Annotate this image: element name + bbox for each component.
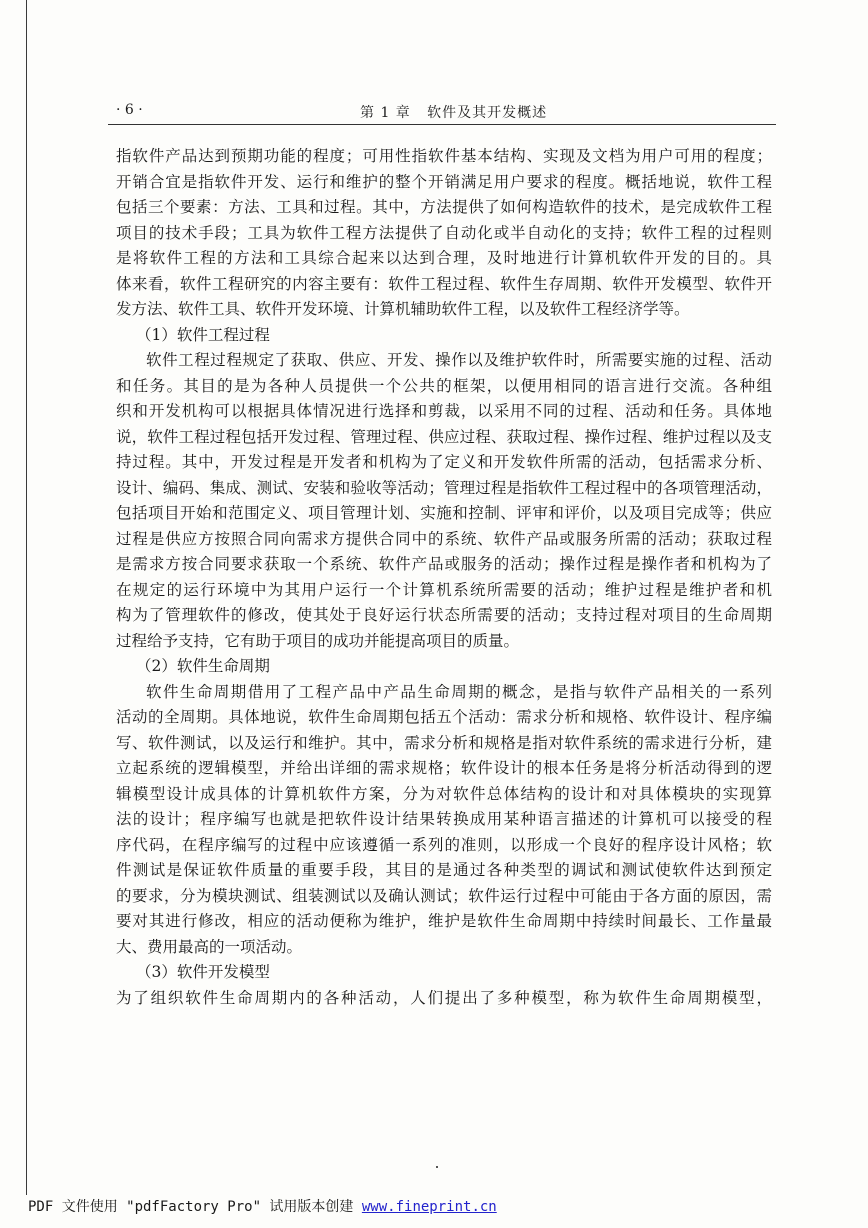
page-number: · 6 · xyxy=(116,102,143,118)
text-line: 是需求方按合同要求获取一个系统、软件产品或服务的活动；操作过程是操作者和机构为了 xyxy=(116,555,772,573)
section-heading: （1）软件工程过程 xyxy=(136,325,270,344)
text-line: 件测试是保证软件质量的重要手段，其目的是通过各种类型的调试和测试使软件达到预定 xyxy=(116,861,772,879)
text-line: 持过程。其中，开发过程是开发者和机构为了定义和开发软件所需的活动，包括需求分析、 xyxy=(116,453,772,471)
text-line: 在规定的运行环境中为其用户运行一个计算机系统所需要的活动；维护过程是维护者和机 xyxy=(116,580,772,599)
text-line: 包括项目开始和范围定义、项目管理计划、实施和控制、评审和评价，以及项目完成等；供应 xyxy=(116,504,772,522)
text-line: 发方法、软件工具、软件开发环境、计算机辅助软件工程，以及软件工程经济学等。 xyxy=(116,300,690,318)
text-line: 要对其进行修改，相应的活动便称为维护，维护是软件生命周期中持续时间最长、工作量最 xyxy=(116,912,772,930)
text-line: 设计、编码、集成、测试、安装和验收等活动；管理过程是指软件工程过程中的各项管理活动， xyxy=(116,478,772,497)
footer-link[interactable]: www.fineprint.cn xyxy=(361,1199,497,1215)
text-line: 过程是供应方按照合同向需求方提供合同中的系统、软件产品或服务所需的活动；获取过程 xyxy=(116,529,772,548)
text-line: 软件生命周期借用了工程产品中产品生命周期的概念，是指与软件产品相关的一系列 xyxy=(146,682,772,701)
section-heading: （2）软件生命周期 xyxy=(136,657,270,675)
text-line: 立起系统的逻辑模型，并给出详细的需求规格；软件设计的根本任务是将分析活动得到的逻 xyxy=(116,759,772,777)
text-line: 指软件产品达到预期功能的程度；可用性指软件基本结构、实现及文档为用户可用的程度； xyxy=(116,147,772,165)
text-line: 织和开发机构可以根据具体情况进行选择和剪裁，以采用不同的过程、活动和任务。具体地 xyxy=(116,402,772,420)
text-line: 构为了管理软件的修改，使其处于良好运行状态所需要的活动；支持过程对项目的生命周期 xyxy=(116,606,772,624)
chapter-title: 第 1 章 软件及其开发概述 xyxy=(360,105,548,121)
text-line: 序代码，在程序编写的过程中应该遵循一系列的准则，以形成一个良好的程序设计风格；软 xyxy=(116,835,772,854)
text-line: 为了组织软件生命周期内的各种活动，人们提出了多种模型，称为软件生命周期模型， xyxy=(116,988,772,1007)
text-line: 和任务。其目的是为各种人员提供一个公共的框架，以便用相同的语言进行交流。各种组 xyxy=(116,376,772,395)
text-line: 体来看，软件工程研究的内容主要有：软件工程过程、软件生存周期、软件开发模型、软件开 xyxy=(116,274,772,293)
pdf-footer xyxy=(28,1196,497,1216)
text-line: 活动的全周期。具体地说，软件生命周期包括五个活动：需求分析和规格、软件设计、程序编 xyxy=(116,708,772,726)
running-header xyxy=(108,98,776,125)
text-line: 写、软件测试，以及运行和维护。其中，需求分析和规格是指对软件系统的需求进行分析，建 xyxy=(116,733,772,752)
text-line: 项目的技术手段；工具为软件工程方法提供了自动化或半自动化的支持；软件工程的过程则 xyxy=(116,223,772,242)
text-line: 过程给予支持，它有助于项目的成功并能提高项目的质量。 xyxy=(116,631,520,650)
body-text xyxy=(116,144,772,1011)
section-heading: （3）软件开发模型 xyxy=(136,963,270,981)
text-line: 是将软件工程的方法和工具综合起来以达到合理，及时地进行计算机软件开发的目的。具 xyxy=(116,249,772,267)
text-line: 包括三个要素：方法、工具和过程。其中，方法提供了如何构造软件的技术，是完成软件工程 xyxy=(116,198,772,216)
text-line: 说，软件工程过程包括开发过程、管理过程、供应过程、获取过程、操作过程、维护过程以及支 xyxy=(116,427,772,446)
page-left-edge-rule xyxy=(26,0,27,1195)
footer-text: PDF 文件使用 "pdfFactory Pro" 试用版本创建 xyxy=(28,1199,362,1215)
text-line: 法的设计；程序编写也就是把软件设计结果转换成用某种语言描述的计算机可以接受的程 xyxy=(116,810,772,828)
text-line: 辑模型设计成具体的计算机软件方案，分为对软件总体结构的设计和对具体模块的实现算 xyxy=(116,784,772,803)
text-line: 的要求，分为模块测试、组装测试以及确认测试；软件运行过程中可能由于各方面的原因，需 xyxy=(116,886,772,905)
page-speck xyxy=(436,1166,438,1168)
text-line: 开销合宜是指软件开发、运行和维护的整个开销满足用户要求的程度。概括地说，软件工程 xyxy=(116,172,772,191)
text-line: 软件工程过程规定了获取、供应、开发、操作以及维护软件时，所需要实施的过程、活动 xyxy=(146,351,772,369)
text-line: 大、费用最高的一项活动。 xyxy=(116,937,303,956)
